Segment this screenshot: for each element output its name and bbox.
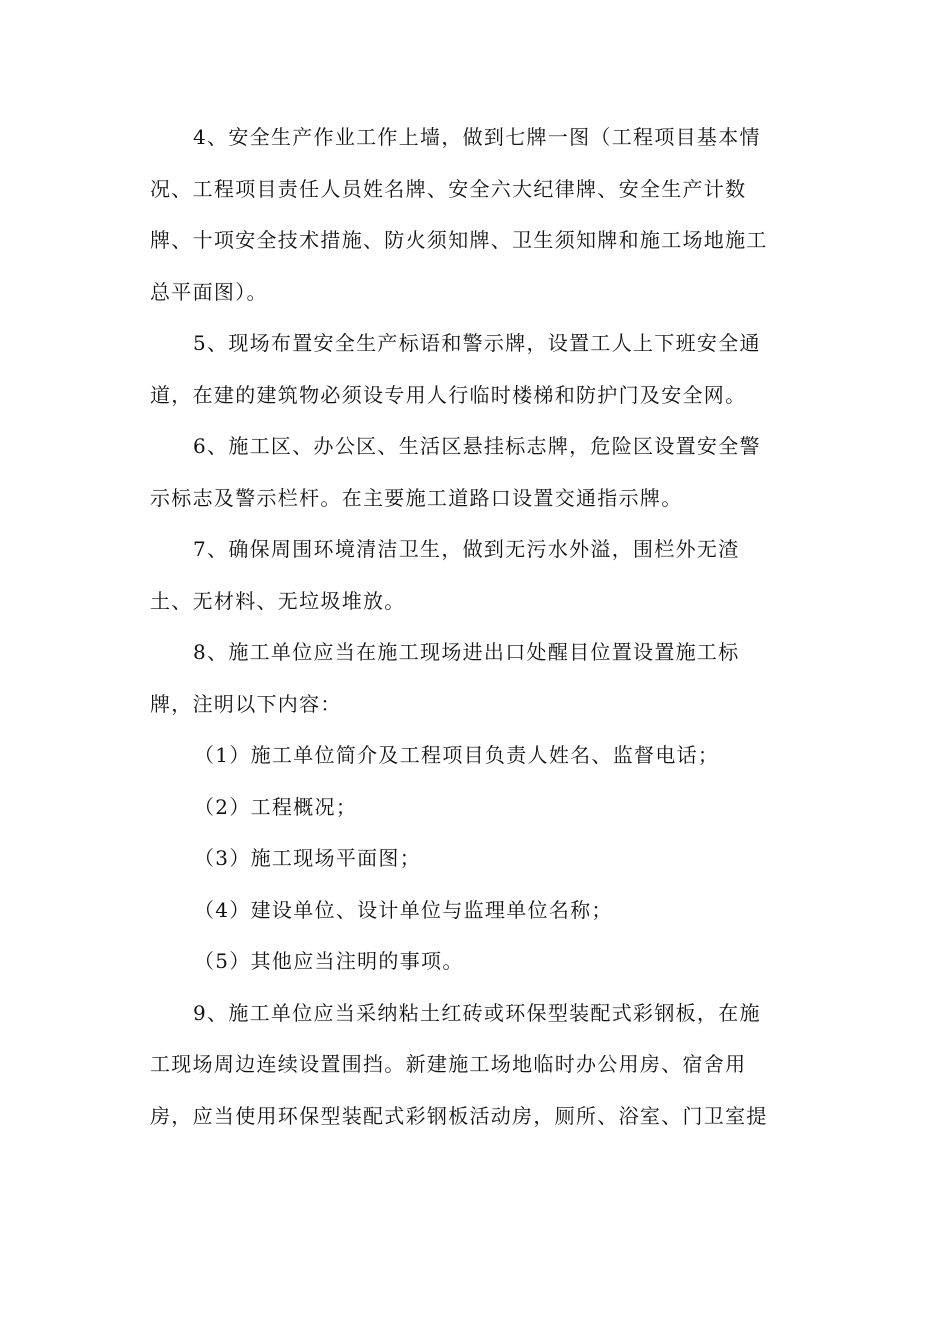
sub-item-1: （1）施工单位简介及工程项目负责人姓名、监督电话；	[194, 743, 720, 767]
text-line: 总平面图）。	[150, 279, 268, 304]
text-line: 道，在建的建筑物必须设专用人行临时楼梯和防护门及安全网。	[150, 382, 747, 407]
sub-item-3: （3）施工现场平面图；	[194, 846, 422, 870]
sub-item-5: （5）其他应当注明的事项。	[194, 949, 464, 973]
text-line-item-6-start: 6、施工区、办公区、生活区悬挂标志牌，危险区设置安全警	[193, 434, 761, 458]
document-body	[150, 112, 800, 1142]
text-line: 示标志及警示栏杆。在主要施工道路口设置交通指示牌。	[150, 485, 683, 510]
text-line-item-4-start: 4、安全生产作业工作上墙，做到七牌一图（工程项目基本情	[193, 125, 761, 149]
text-line-item-8-start: 8、施工单位应当在施工现场进出口处醒目位置设置施工标	[193, 640, 740, 664]
text-line-item-7-start: 7、确保周围环境清洁卫生，做到无污水外溢，围栏外无渣	[193, 537, 740, 561]
text-line: 工现场周边连续设置围挡。新建施工场地临时办公用房、宿舍用	[150, 1052, 747, 1076]
text-line: 土、无材料、无垃圾堆放。	[150, 588, 406, 613]
sub-item-4: （4）建设单位、设计单位与监理单位名称；	[194, 897, 613, 922]
text-line: 况、工程项目责任人员姓名牌、安全六大纪律牌、安全生产计数	[150, 176, 747, 201]
text-line: 房，应当使用环保型装配式彩钢板活动房，厕所、浴室、门卫室提	[150, 1103, 768, 1128]
text-line-item-5-start: 5、现场布置安全生产标语和警示牌，设置工人上下班安全通	[193, 331, 761, 355]
text-line: 牌，注明以下内容：	[150, 691, 342, 716]
text-line: 牌、十项安全技术措施、防火须知牌、卫生须知牌和施工场地施工	[150, 228, 768, 252]
sub-item-2: （2）工程概况；	[194, 794, 358, 819]
text-line-item-9-start: 9、施工单位应当采纳粘土红砖或环保型装配式彩钢板，在施	[193, 1000, 761, 1025]
